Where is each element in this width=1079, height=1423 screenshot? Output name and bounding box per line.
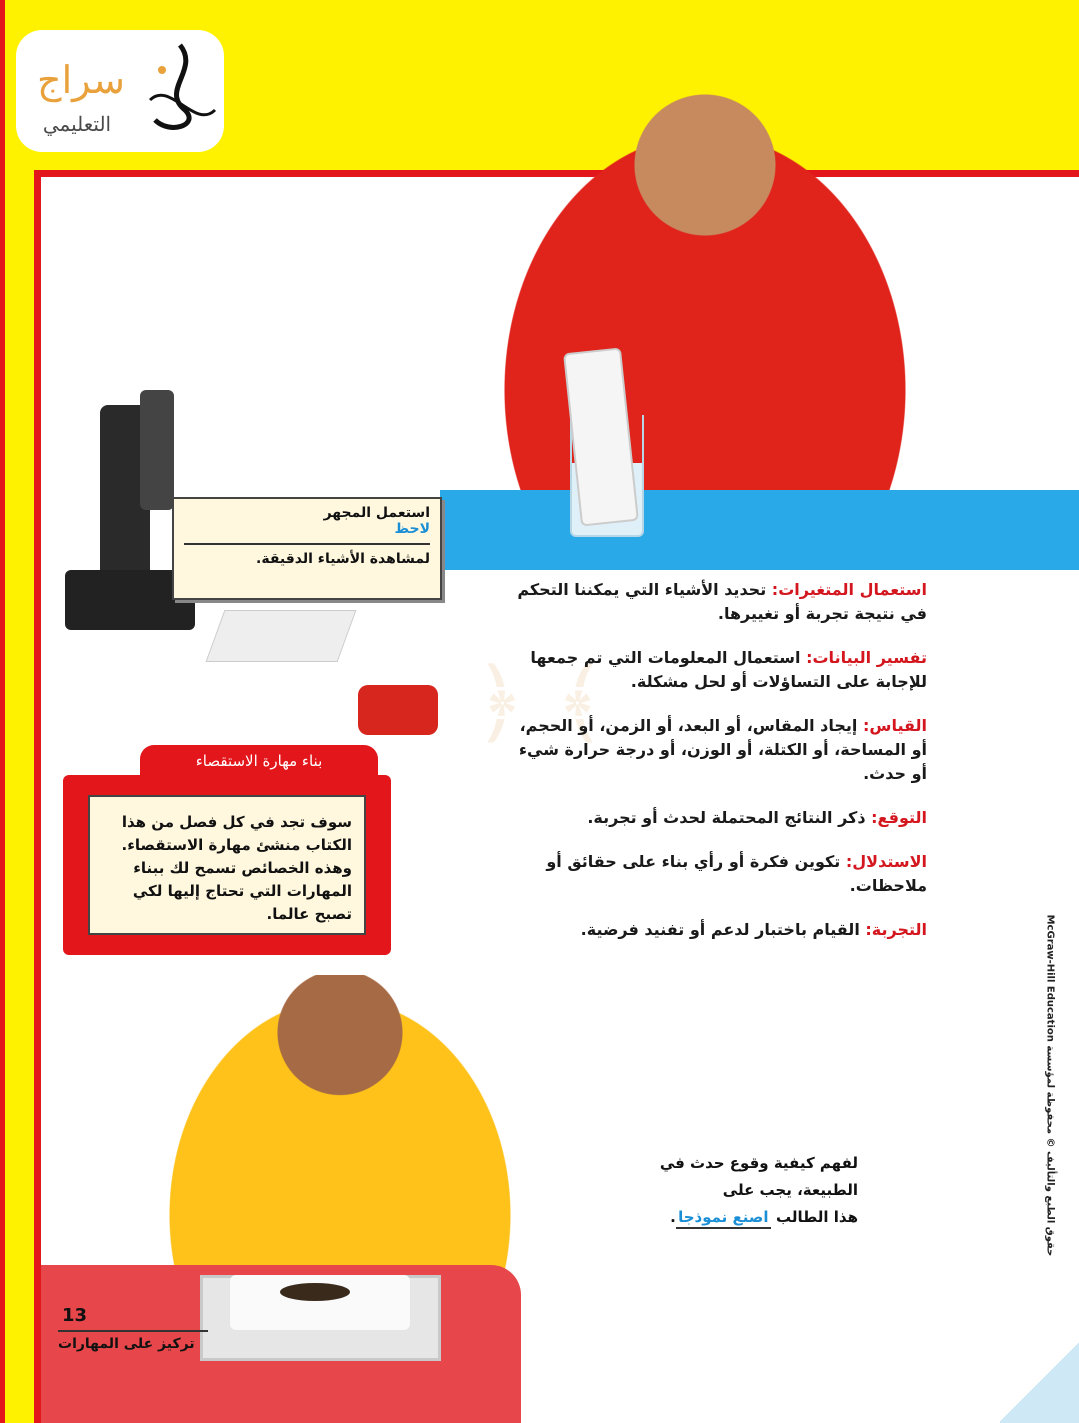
microscope-caption (172, 497, 442, 600)
footer-divider (58, 1330, 208, 1332)
term-label: استعمال المتغيرات: (771, 580, 927, 599)
prompt-line-3 (608, 1204, 858, 1231)
prompt-line-1: لفهم كيفية وقوع حدث في (659, 1154, 858, 1172)
microscope-tube (140, 390, 174, 510)
prompt-subject: هذا الطالب (776, 1208, 858, 1226)
logo-calligraphy-icon (140, 40, 220, 145)
caption-divider (184, 543, 430, 545)
copyright-credit: حقوق الطبع والتأليف © محفوظة لمؤسسة McGraw-Hill Education (1044, 914, 1056, 1257)
caption-text: لمشاهدة الأشياء الدقيقة. (256, 551, 430, 567)
term-label: القياس: (862, 716, 927, 735)
term-definition: استعمال المعلومات التي تم جمعها للإجابة على التساؤلات أو لحل مشكلة. (530, 648, 927, 691)
blue-table (440, 490, 1079, 570)
term-item (515, 646, 927, 694)
logo-subtitle: التعليمي (42, 112, 112, 136)
term-label: التوقع: (871, 808, 927, 827)
model-prompt (608, 1150, 858, 1231)
red-edge (0, 0, 5, 1423)
term-definition: ذكر النتائج المحتملة لحدث أو تجربة. (587, 808, 872, 827)
term-label: الاستدلال: (845, 852, 927, 871)
student-goggles-photo (430, 40, 930, 540)
prompt-end: . (670, 1208, 676, 1226)
term-definition: إيجاد المقاس، أو البعد، أو الزمن، أو الحجم، أو المساحة، أو الكتلة، أو الوزن، أو درجة حرارة شيء أو حدث. (518, 716, 927, 783)
prompt-answer: اصنع نموذجا (676, 1207, 771, 1229)
caption-skill: لاحظ (394, 521, 430, 537)
soil-pile (280, 1283, 350, 1301)
red-frame-left (34, 170, 41, 1423)
yellow-frame-left (0, 0, 34, 1423)
logo-name: سراج (37, 58, 125, 102)
term-label: التجربة: (865, 920, 927, 939)
page-number: 13 (62, 1305, 88, 1326)
term-item (515, 578, 927, 626)
term-item (515, 806, 927, 830)
term-definition: تحديد الأشياء التي يمكننا التحكم في نتيجة تجربة أو تغييرها. (517, 580, 927, 623)
term-definition: تكوين فكرة أو رأي بناء على حقائق أو ملاحظات. (546, 852, 927, 895)
blue-corner-decor (1000, 1340, 1079, 1423)
term-label: تفسير البيانات: (806, 648, 927, 667)
skill-box-text: سوف تجد في كل فصل من هذا الكتاب منشئ مهارة الاستقصاء. وهذه الخصائص تسمح لك ببناء المهارات التي تحتاج إليها لكي تصبح عالما. (88, 795, 366, 935)
term-definition: القيام باختبار لدعم أو تفنيد فرضية. (580, 920, 866, 939)
page-footer-title: تركيز على المهارات (58, 1336, 195, 1352)
caption-title: استعمل المجهر (323, 505, 430, 521)
watermark-logo: ﴿ ﴾ (472, 650, 608, 755)
term-item (515, 918, 927, 942)
skill-box-title: بناء مهارة الاستقصاء (140, 745, 378, 777)
prompt-line-2: الطبيعة، يجب على (722, 1181, 858, 1199)
student-soil-photo (150, 975, 530, 1295)
term-item (515, 850, 927, 898)
term-item (515, 714, 927, 786)
skills-definitions (515, 578, 927, 962)
